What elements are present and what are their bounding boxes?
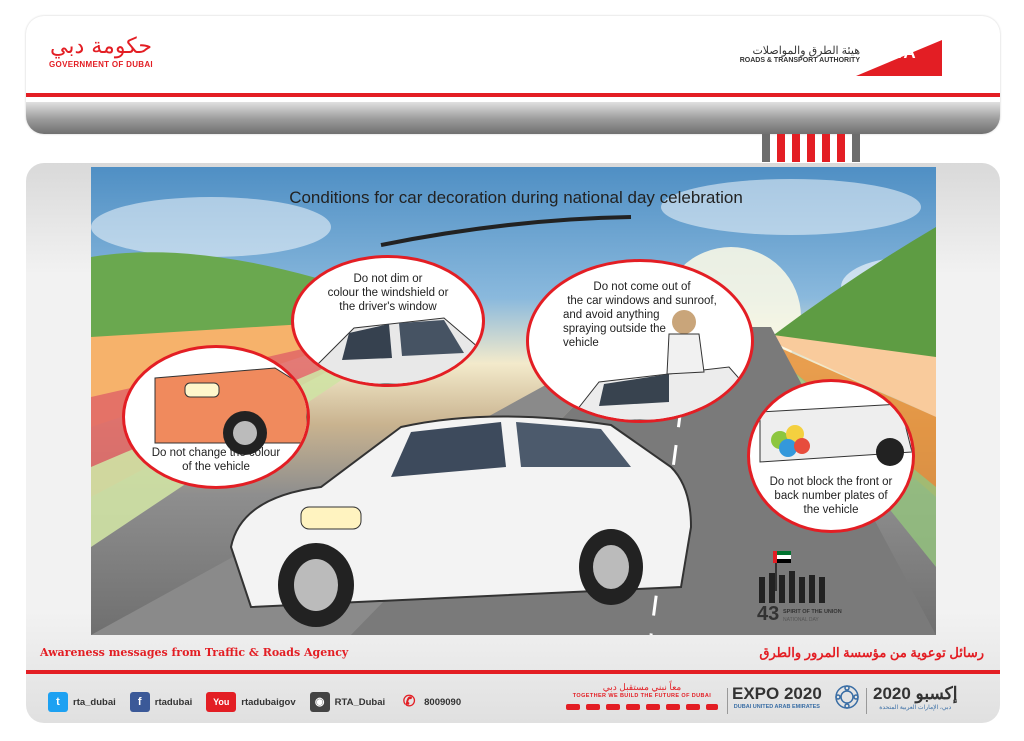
expo-2020-arabic-logo (873, 684, 957, 711)
spirit-of-union-badge (755, 547, 845, 633)
decorative-stripes (762, 134, 874, 162)
government-of-dubai-logo (46, 34, 156, 78)
rta-logo-text: RTA (882, 43, 916, 62)
facebook-handle: rtadubai (154, 696, 193, 708)
union-badge-sub: NATIONAL DAY (783, 617, 819, 623)
together-logo (562, 682, 722, 718)
social-instagram[interactable] (310, 692, 386, 712)
union-badge-text: SPIRIT OF THE UNION (783, 609, 842, 615)
facebook-icon: f (130, 692, 150, 712)
gov-logo-english: GOVERNMENT OF DUBAI (49, 60, 153, 69)
union-badge-number: 43 (757, 603, 780, 625)
expo-en-subtitle: DUBAI UNITED ARAB EMIRATES (733, 704, 820, 710)
bubble-vehicle-colour-text: Do not change the colour of the vehicle (151, 447, 281, 473)
instagram-handle: RTA_Dubai (334, 696, 386, 708)
bubble-windows-sunroof (526, 259, 754, 423)
youtube-icon: You (206, 692, 236, 712)
rta-logo (856, 40, 942, 76)
social-twitter[interactable] (48, 692, 116, 712)
expo-ar-title: إكسبو 2020 (873, 684, 958, 703)
bubble-windows-sunroof-text: Do not come out of the car windows and sunroof, and avoid anything spraying outside the vehicle (563, 281, 717, 349)
social-links (48, 687, 467, 717)
phone-icon: ✆ (402, 693, 416, 710)
social-facebook[interactable] (130, 692, 192, 712)
instagram-icon: ◉ (310, 692, 330, 712)
bubble-vehicle-colour (122, 345, 310, 489)
together-english: TOGETHER WE BUILD THE FUTURE OF DUBAI (572, 693, 712, 699)
bubble-number-plates (747, 379, 915, 533)
social-phone[interactable] (399, 692, 461, 712)
footer-separator (727, 688, 728, 714)
header-red-line (26, 93, 1000, 97)
expo-2020-english-logo (732, 684, 822, 710)
header-grey-bar (26, 102, 1000, 134)
social-youtube[interactable] (206, 692, 295, 712)
header-panel (26, 16, 1000, 134)
bubble-number-plates-text: Do not block the front or back number plates of the vehicle (769, 476, 893, 516)
expo-ar-subtitle: دبي، الإمارات العربية المتحدة (879, 705, 952, 711)
expo-emblem-icon (834, 684, 860, 710)
rta-name-english: ROADS & TRANSPORT AUTHORITY (739, 57, 860, 64)
gov-logo-arabic: حكومة دبي (50, 34, 152, 59)
footer-red-line (26, 670, 1000, 674)
bubble-windshield-text: Do not dim or colour the windshield or the driver's window (327, 273, 449, 313)
awareness-text-arabic: رسائل توعوية من مؤسسة المرور والطرق (759, 645, 984, 660)
poster-illustration (91, 167, 936, 635)
together-arabic: معاً نبني مستقبل دبي (602, 682, 682, 692)
youtube-handle: rtadubaigov (241, 696, 296, 708)
rta-name (700, 44, 860, 64)
expo-en-title: EXPO 2020 (732, 684, 822, 703)
footer-separator (866, 688, 867, 714)
awareness-text-english: Awareness messages from Traffic & Roads Agency (40, 646, 349, 659)
twitter-handle: rta_dubai (73, 696, 116, 708)
poster-title: Conditions for car decoration during national day celebration (289, 188, 743, 207)
phone-number: 8009090 (424, 696, 462, 708)
twitter-icon: t (48, 692, 68, 712)
transport-icons (562, 702, 722, 712)
rta-name-arabic: هيئة الطرق والمواصلات (752, 45, 860, 57)
bubble-windshield (291, 255, 485, 387)
